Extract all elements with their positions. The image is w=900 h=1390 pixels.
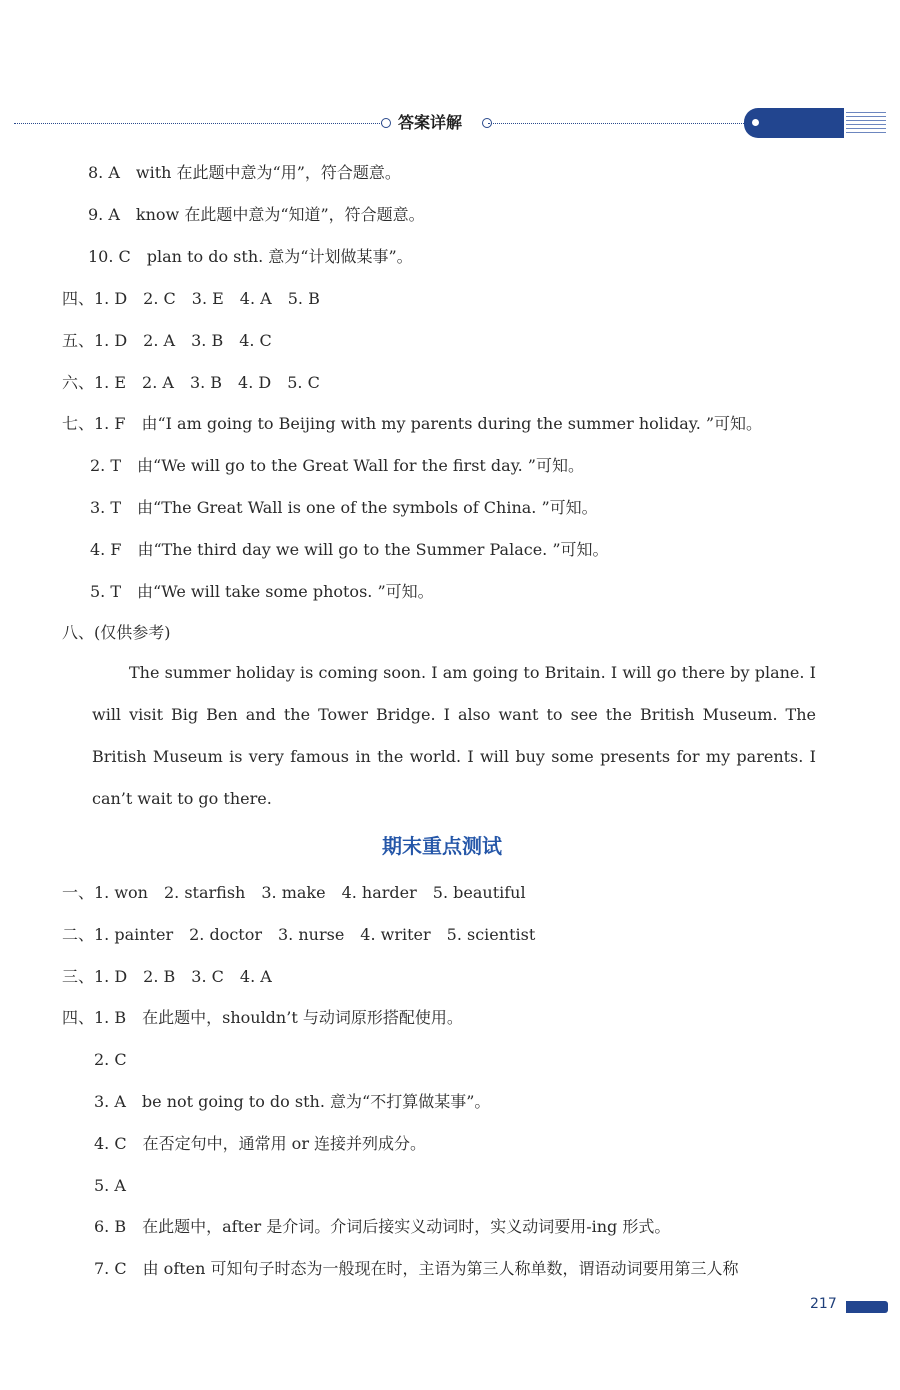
answer-line: 2. C: [94, 1050, 127, 1069]
page-number-bar: [846, 1301, 888, 1313]
header-tab: [744, 108, 844, 138]
answer-line: 一、1. won 2. starfish 3. make 4. harder 5. beautiful: [62, 883, 526, 902]
answer-line: 3. A be not going to do sth. 意为“不打算做某事”。: [94, 1092, 491, 1111]
page-number: 217: [810, 1296, 837, 1312]
header-stripes: [846, 112, 886, 134]
answer-line: 二、1. painter 2. doctor 3. nurse 4. writer 5. scientist: [62, 925, 536, 944]
answer-line: 四、1. B 在此题中，shouldn’t 与动词原形搭配使用。: [62, 1008, 463, 1027]
answer-line: 10. C plan to do sth. 意为“计划做某事”。: [88, 247, 413, 266]
answer-line: 4. F 由“The third day we will go to the Summer Palace. ”可知。: [90, 540, 609, 559]
answer-line: 8. A with 在此题中意为“用”，符合题意。: [88, 163, 401, 182]
header-rule-right: [488, 123, 750, 124]
answer-line: 9. A know 在此题中意为“知道”，符合题意。: [88, 205, 425, 224]
section-title: 期末重点测试: [382, 834, 502, 858]
answer-line: 四、1. D 2. C 3. E 4. A 5. B: [62, 289, 320, 308]
answer-line: 三、1. D 2. B 3. C 4. A: [62, 967, 272, 986]
answer-line: 6. B 在此题中，after 是介词。介词后接实义动词时，实义动词要用-ing 形式。: [94, 1217, 671, 1236]
header-title: 答案详解: [398, 113, 463, 132]
answer-line: 七、1. F 由“I am going to Beijing with my parents during the summer holiday. ”可知。: [62, 414, 763, 433]
answer-line: 4. C 在否定句中，通常用 or 连接并列成分。: [94, 1134, 427, 1153]
header-dot-left: [381, 118, 391, 128]
answer-line: 八、(仅供参考): [62, 623, 171, 642]
answer-line: 五、1. D 2. A 3. B 4. C: [62, 331, 272, 350]
page-header: [0, 104, 900, 144]
answer-line: 六、1. E 2. A 3. B 4. D 5. C: [62, 373, 320, 392]
header-tab-dot: [752, 119, 759, 126]
answer-line: 3. T 由“The Great Wall is one of the symbols of China. ”可知。: [90, 498, 598, 517]
answer-line: 5. T 由“We will take some photos. ”可知。: [90, 582, 434, 601]
answer-line: 7. C 由 often 可知句子时态为一般现在时，主语为第三人称单数，谓语动词要用第三人称: [94, 1259, 739, 1278]
answer-line: 5. A: [94, 1176, 126, 1195]
sample-essay: The summer holiday is coming soon. I am going to Britain. I will go there by plane. I will visit Big Ben and the Tower Bridge. I also want to see the British Museum. The British Museum is very famous in the world. I will buy some presents for my parents. I can’t wait to go there.: [92, 663, 816, 808]
header-rule-left: [14, 123, 382, 124]
answer-line: 2. T 由“We will go to the Great Wall for the first day. ”可知。: [90, 456, 584, 475]
